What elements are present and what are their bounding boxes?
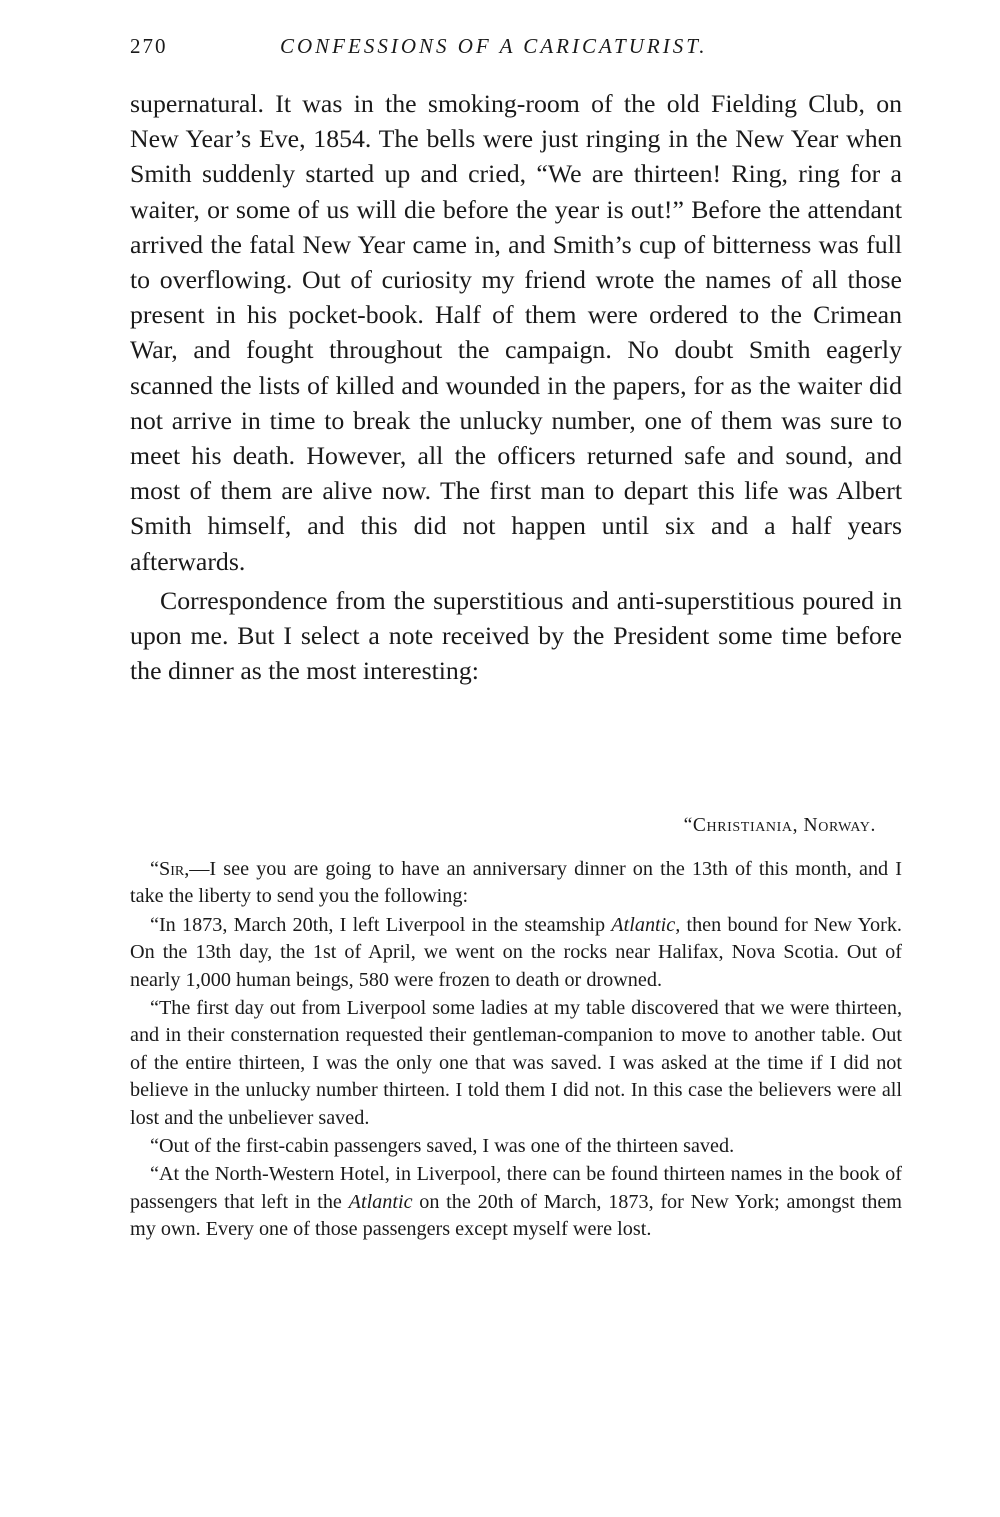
ship-name: Atlantic	[348, 1190, 413, 1213]
letter-paragraph	[130, 856, 902, 911]
dateline-text: “Christiania, Norway.	[683, 815, 876, 836]
letter-paragraph	[130, 1161, 902, 1243]
paragraph: supernatural. It was in the smoking-room of the old Fielding Club, on New Year’s Eve, 1854. The bells were just ringing in the New Year when Smith suddenly started up and cried, “We are thirteen! Ring, ring for a waiter, or some of us will die before the year is out!” Before the attendant arrived the fatal New Year came in, and Smith’s cup of bitterness was full to overflowing. Out of curiosity my friend wrote the names of all those present in his pocket-book. Half of them were ordered to the Crimean War, and fought throughout the campaign. No doubt Smith eagerly scanned the lists of killed and wounded in the papers, for as the waiter did not arrive in time to break the unlucky number, one of them was sure to meet his death. However, all the officers returned safe and sound, and most of them are alive now. The first man to depart this life was Albert Smith himself, and this did not happen until six and a half years afterwards.	[130, 89, 902, 576]
letter-paragraph: “The first day out from Liverpool some ladies at my table discovered that we were thirteen, and in their consternation requested their gentleman-companion to move to another table. Out of the entire thirteen, I was the only one that was saved. I was asked at the time if I did not believe in the unlucky number thirteen. I told them I did not. In this case the believers were all lost and the unbeliever saved.	[130, 997, 902, 1129]
running-head	[130, 34, 905, 64]
ship-name: Atlantic,	[611, 913, 681, 936]
letter-text: “In 1873, March 20th, I left Liverpool in the steamship	[150, 913, 612, 936]
letter-paragraph: “Out of the first-cabin passengers saved, I was one of the thirteen saved.	[150, 1135, 735, 1158]
paragraph: Correspondence from the superstitious and anti-superstitious poured in upon me. But I select a note received by the President some time before the dinner as the most interesting:	[130, 585, 902, 686]
quoted-letter	[130, 856, 902, 1245]
letter-dateline	[684, 815, 876, 837]
letter-paragraph	[130, 912, 902, 994]
salutation: “Sir,	[150, 858, 190, 880]
running-title: CONFESSIONS OF A CARICATURIST.	[280, 34, 708, 58]
letter-text: —I see you are going to have an anniversary dinner on the 13th of this month, and I take the liberty to send you the following:	[130, 858, 902, 908]
page-number: 270	[130, 34, 168, 58]
main-text	[130, 86, 902, 688]
letter-text: on the 20th of March, 1873, for New York; amongst them my own. Every one of those passengers except myself were lost.	[130, 1190, 902, 1241]
letter-text: “At the North-Western Hotel, in Liverpool, there can be found thirteen names in the book of passengers that left in the	[130, 1163, 902, 1213]
letter-text: then bound for New York. On the 13th day, the 1st of April, we went on the rocks near Halifax, Nova Scotia. Out of nearly 1,000 human beings, 580 were frozen to death or drowned.	[130, 913, 902, 991]
